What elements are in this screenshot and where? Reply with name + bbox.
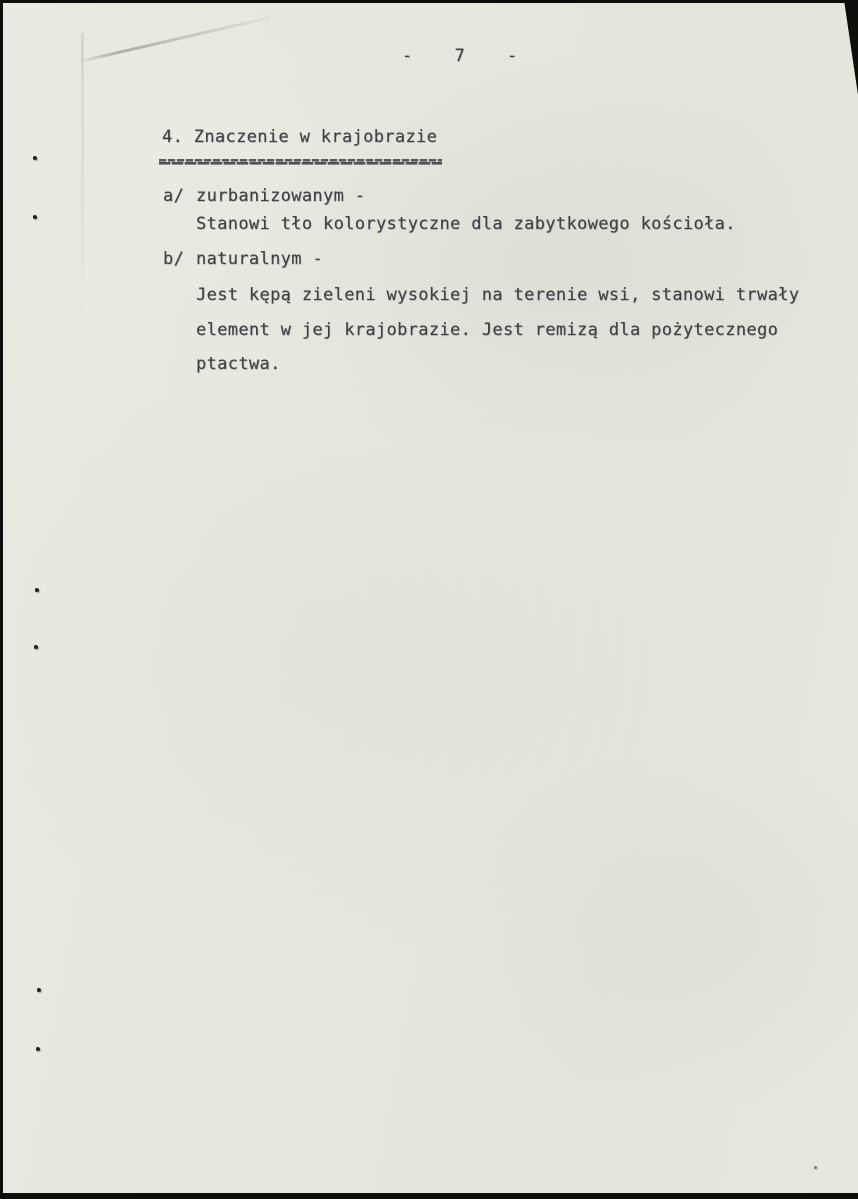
subsection-a-label: a/ [163, 186, 185, 206]
scan-speck [33, 215, 37, 219]
scan-speck [33, 156, 37, 160]
heading-underline [159, 159, 442, 165]
subsection-a-title [163, 186, 365, 206]
subsection-a-name: zurbanizowanym - [196, 186, 366, 206]
scan-speck [35, 588, 39, 592]
body-line: ptactwa. [196, 354, 281, 374]
subsection-b-label: b/ [163, 249, 185, 269]
scan-speck [814, 1166, 817, 1169]
paper-sheet [3, 3, 858, 1193]
paper-crease-vertical [81, 33, 84, 323]
section-heading: 4. Znaczenie w krajobrazie [162, 127, 438, 147]
scan-speck [36, 1047, 40, 1051]
scan-speck [34, 645, 38, 649]
body-line: element w jej krajobrazie. Jest remizą dla pożytecznego [196, 320, 779, 340]
scan-speck [37, 988, 41, 992]
page-number: - 7 - [402, 46, 534, 66]
subsection-b-title [163, 249, 323, 269]
paper-crease-diagonal [75, 16, 271, 64]
subsection-b-name: naturalnym - [196, 249, 324, 269]
body-line: Jest kępą zieleni wysokiej na terenie wsi, stanowi trwały [196, 285, 800, 305]
body-line: Stanowi tło kolorystyczne dla zabytkowego kościoła. [196, 214, 736, 234]
